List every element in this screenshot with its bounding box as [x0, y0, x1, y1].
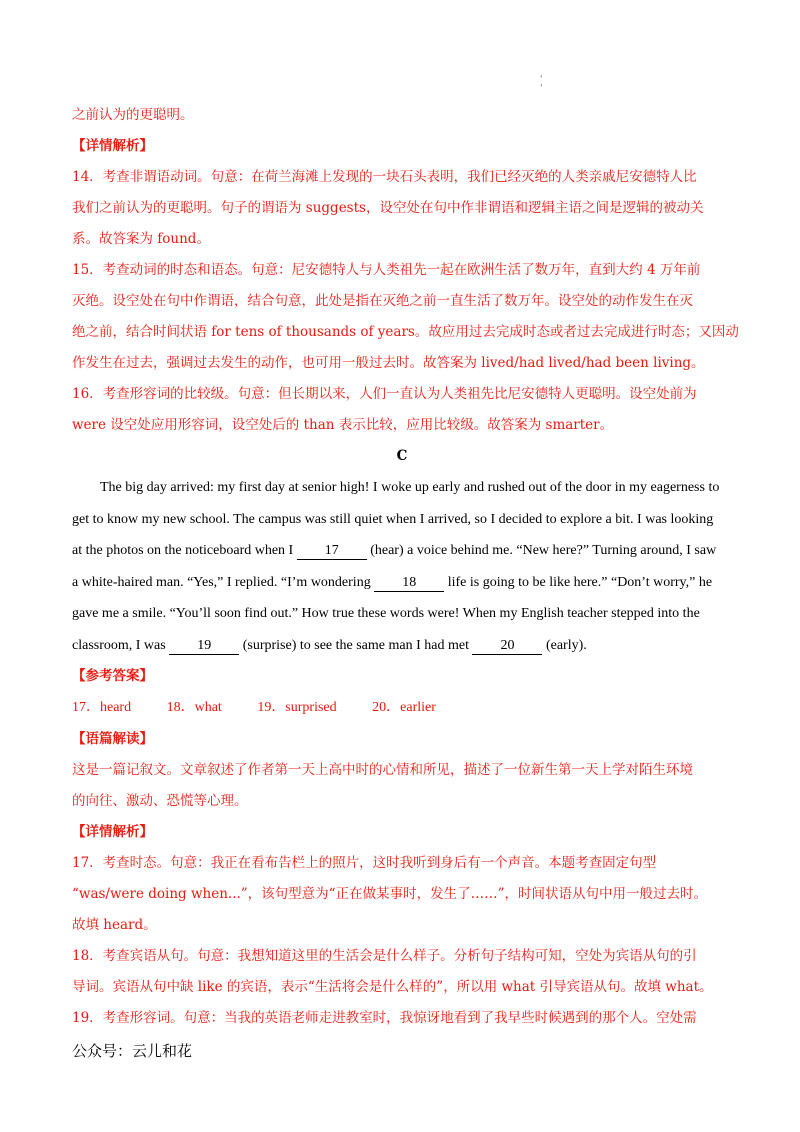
- passage-line: The big day arrived: my first day at senior high! I woke up early and rushed out of the door in my eagerness to: [100, 480, 720, 495]
- blank-20: 20: [472, 638, 542, 655]
- passage-label: C: [396, 448, 408, 464]
- passage-text: (hear) a voice behind me. “New here?” Turning around, I saw: [370, 543, 717, 558]
- reading-heading: 【语篇解读】: [72, 730, 153, 747]
- header-marks: [540, 76, 546, 94]
- passage-line: [72, 630, 732, 662]
- passage-text: classroom, I was: [72, 637, 166, 653]
- passage-text: (early).: [545, 637, 587, 653]
- analysis-line: 16．考查形容词的比较级。句意：但长期以来，人们一直认为人类祖先比尼安德特人更聪明。设空处前为: [72, 386, 697, 402]
- passage-line: get to know my new school. The campus was still quiet when I arrived, so I decided to explore a bit. I was looking: [72, 511, 714, 527]
- section-heading: 【详情解析】: [72, 823, 153, 840]
- analysis-line: 故填 heard。: [72, 916, 157, 933]
- analysis-line: 绝之前，结合时间状语 for tens of thousands of years。故应用过去完成时态或者过去完成进行时态；又因动: [72, 324, 739, 340]
- section-heading: 【详情解析】: [72, 138, 153, 154]
- document-page: [72, 100, 739, 1034]
- answer-item: 18．what: [166, 700, 222, 715]
- answers-heading: 【参考答案】: [72, 668, 153, 684]
- analysis-line: 14．考查非谓语动词。句意：在荷兰海滩上发现的一块石头表明，我们已经灭绝的人类亲戚尼安德特人比: [72, 169, 697, 185]
- blank-19: 19: [169, 638, 239, 655]
- analysis-line: were 设空处应用形容词，设空处后的 than 表示比较，应用比较级。故答案为 smarter。: [72, 417, 614, 433]
- header-mark: ': [540, 75, 543, 85]
- footer-wechat: 公众号：云儿和花: [72, 1042, 193, 1060]
- analysis-line: “was/were doing when...”，该句型意为“正在做某事时，发生了……”，时间状语从句中用一般过去时。: [72, 885, 707, 902]
- reading-line: 的向往、激动、恐慌等心理。: [72, 792, 248, 809]
- passage-text: a white-haired man. “Yes,” I replied. “I’m wondering: [72, 574, 371, 590]
- analysis-line: 17．考查时态。句意：我正在看布告栏上的照片，这时我听到身后有一个声音。本题考查固定句型: [72, 854, 657, 871]
- passage-line: [72, 535, 732, 567]
- passage-line: gave me a smile. “You’ll soon find out.” How true these words were! When my English teacher stepped into the: [72, 606, 700, 621]
- blank-18: 18: [374, 575, 444, 592]
- blank-17: 17: [297, 543, 367, 560]
- top-line: 之前认为的更聪明。: [72, 107, 194, 123]
- passage-line: [72, 567, 732, 599]
- reading-line: 这是一篇记叙文。文章叙述了作者第一天上高中时的心情和所见，描述了一位新生第一天上学对陌生环境: [72, 761, 693, 778]
- analysis-line: 作发生在过去，强调过去发生的动作，也可用一般过去时。故答案为 lived/had lived/had been living。: [72, 355, 705, 371]
- analysis-line: 灭绝。设空处在句中作谓语，结合句意，此处是指在灭绝之前一直生活了数万年。设空处的动作发生在灭: [72, 293, 693, 309]
- analysis-line: 系。故答案为 found。: [72, 231, 210, 247]
- header-mark: ': [540, 84, 543, 94]
- analysis-line: 导词。宾语从句中缺 like 的宾语，表示“生活将会是什么样的”，所以用 what 引导宾语从句。故填 what。: [72, 978, 713, 995]
- analysis-line: 19．考查形容词。句意：当我的英语老师走进教室时，我惊讶地看到了我早些时候遇到的那个人。空处需: [72, 1009, 697, 1026]
- passage-text: life is going to be like here.” “Don’t worry,” he: [447, 574, 713, 590]
- analysis-line: 15．考查动词的时态和语态。句意：尼安德特人与人类祖先一起在欧洲生活了数万年，直到大约 4 万年前: [72, 262, 701, 278]
- answer-item: 17．heard: [72, 700, 132, 715]
- analysis-line: 18．考查宾语从句。句意：我想知道这里的生活会是什么样子。分析句子结构可知，空处为宾语从句的引: [72, 947, 697, 964]
- answers-list: [72, 692, 732, 724]
- answer-item: 20．earlier: [372, 700, 436, 715]
- passage-text: at the photos on the noticeboard when I: [72, 543, 294, 558]
- passage-text: (surprise) to see the same man I had met: [242, 637, 469, 653]
- answer-item: 19．surprised: [257, 700, 337, 715]
- analysis-line: 我们之前认为的更聪明。句子的谓语为 suggests，设空处在句中作非谓语和逻辑主语之间是逻辑的被动关: [72, 200, 704, 216]
